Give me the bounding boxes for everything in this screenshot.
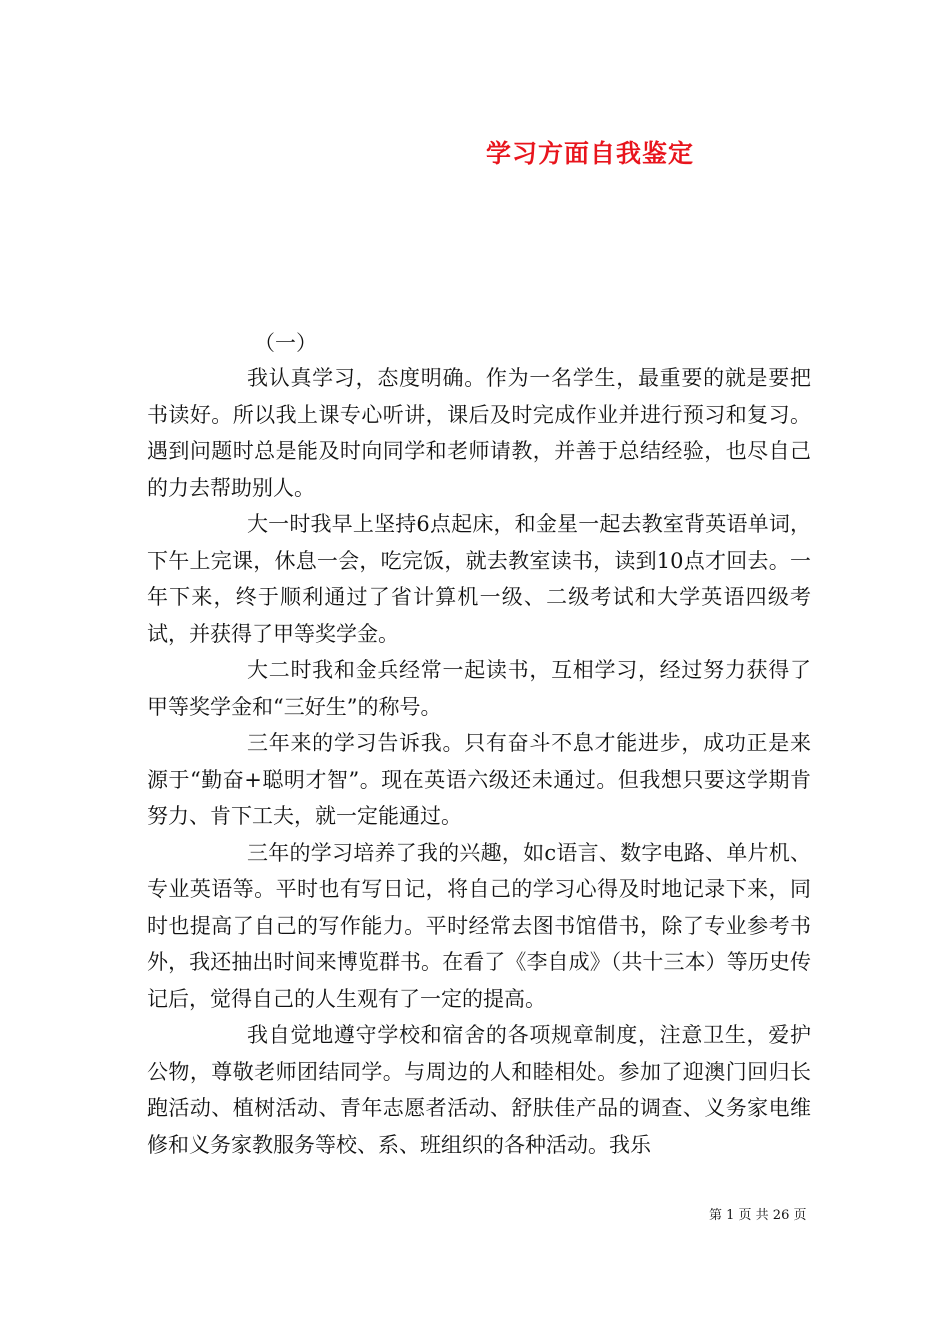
- page-number-footer: 第 1 页 共 26 页: [709, 1208, 807, 1223]
- paragraph: 三年的学习培养了我的兴趣，如c语言、数字电路、单片机、专业英语等。平时也有写日记，将自己的学习心得及时地记录下来，同时也提高了自己的写作能力。平时经常去图书馆借书，除了专业参考书外，我还抽出时间来博览群书。在看了《李自成》（共十三本）等历史传记后，觉得自己的人生观有了一定的提高。: [147, 840, 811, 1011]
- paragraph: 大一时我早上坚持6点起床，和金星一起去教室背英语单词，下午上完课，休息一会，吃完饭，就去教室读书，读到10点才回去。一年下来，终于顺利通过了省计算机一级、二级考试和大学英语四级考试，并获得了甲等奖学金。: [147, 512, 811, 646]
- paragraph: 三年来的学习告诉我。只有奋斗不息才能进步，成功正是来源于“勤奋+聪明才智”。现在英语六级还未通过。但我想只要这学期肯努力、肯下工夫，就一定能通过。: [147, 731, 811, 828]
- paragraph: 我自觉地遵守学校和宿舍的各项规章制度，注意卫生，爱护公物，尊敬老师团结同学。与周边的人和睦相处。参加了迎澳门回归长跑活动、植树活动、青年志愿者活动、舒肤佳产品的调查、义务家电维修和义务家教服务等校、系、班组织的各种活动。我乐: [147, 1023, 811, 1157]
- paragraph: 大二时我和金兵经常一起读书，互相学习，经过努力获得了甲等奖学金和“三好生”的称号。: [147, 658, 811, 719]
- document-body: [147, 360, 811, 1163]
- document-title: 学习方面自我鉴定: [486, 139, 695, 168]
- paragraph: 我认真学习，态度明确。作为一名学生，最重要的就是要把书读好。所以我上课专心听讲，课后及时完成作业并进行预习和复习。遇到问题时总是能及时向同学和老师请教，并善于总结经验，也尽自己的力去帮助别人。: [147, 366, 811, 500]
- section-marker: （一）: [254, 331, 317, 355]
